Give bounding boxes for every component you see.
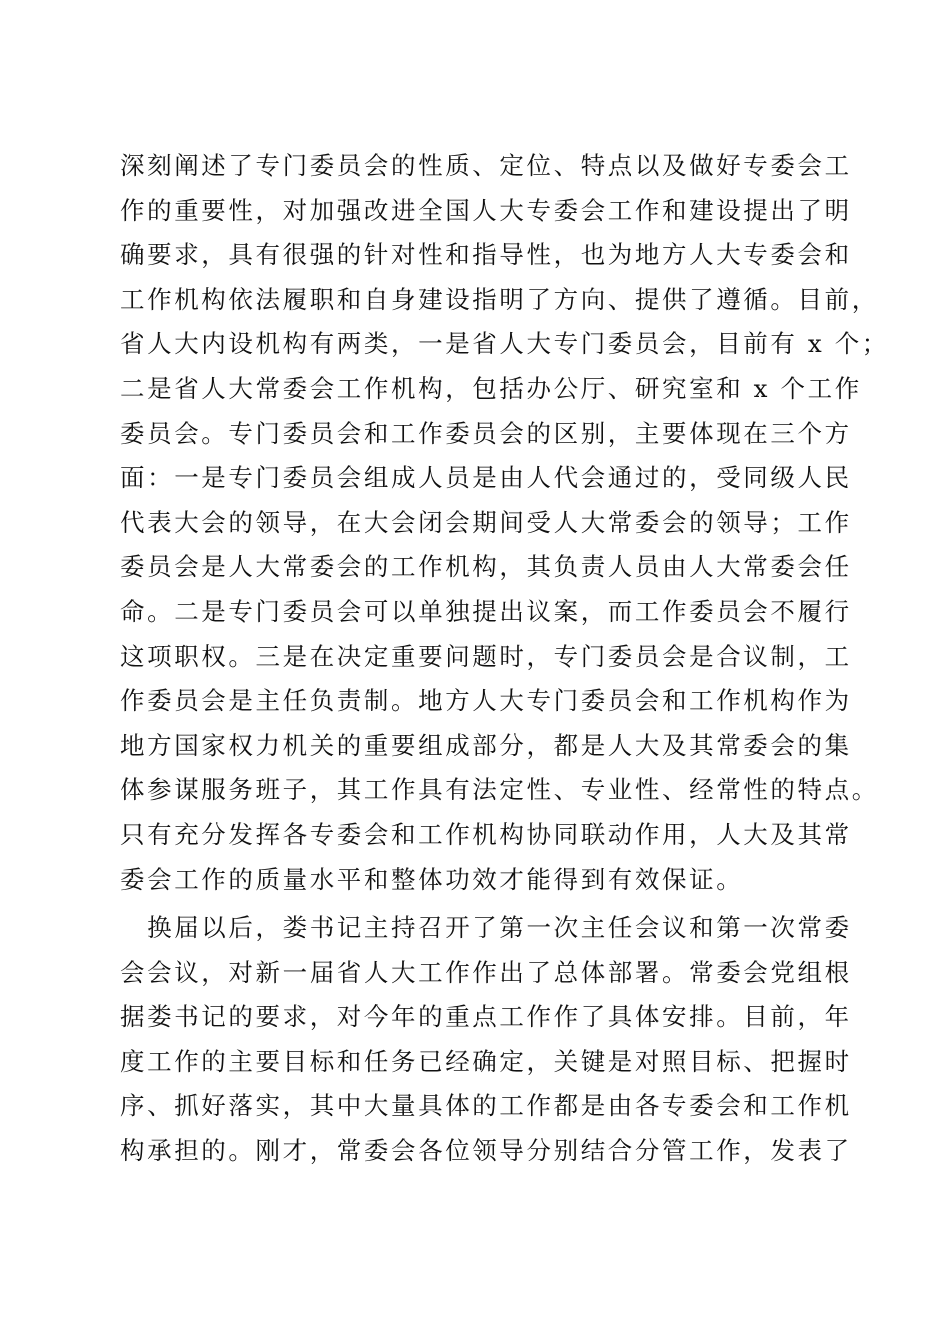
text-line: 这项职权。三是在决定重要问题时，专门委员会是合议制，工 <box>120 641 852 671</box>
text-line: 体参谋服务班子，其工作具有法定性、专业性、经常性的特点。 <box>120 775 879 805</box>
paragraph-1 <box>120 144 889 902</box>
text-line: 委员会是人大常委会的工作机构，其负责人员由人大常委会任 <box>120 552 852 582</box>
text-line: 作的重要性，对加强改进全国人大专委会工作和建设提出了明 <box>120 195 852 225</box>
text-line: 代表大会的领导，在大会闭会期间受人大常委会的领导；工作 <box>120 507 852 537</box>
text-line: 换届以后，娄书记主持召开了第一次主任会议和第一次常委 <box>120 913 852 943</box>
paragraph-2 <box>120 906 852 1174</box>
text-line: 序、抓好落实，其中大量具体的工作都是由各专委会和工作机 <box>120 1091 852 1121</box>
text-line: 二是省人大常委会工作机构，包括办公厅、研究室和 x 个工作 <box>120 373 862 403</box>
text-line: 构承担的。刚才，常委会各位领导分别结合分管工作，发表了 <box>120 1136 852 1166</box>
text-line: 委员会。专门委员会和工作委员会的区别，主要体现在三个方 <box>120 418 852 448</box>
text-line: 委会工作的质量水平和整体功效才能得到有效保证。 <box>120 864 744 894</box>
text-line: 工作机构依法履职和自身建设指明了方向、提供了遵循。目前， <box>120 284 879 314</box>
text-line: 会会议，对新一届省人大工作作出了总体部署。常委会党组根 <box>120 957 852 987</box>
text-line: 作委员会是主任负责制。地方人大专门委员会和工作机构作为 <box>120 686 852 716</box>
text-line: 命。二是专门委员会可以单独提出议案，而工作委员会不履行 <box>120 596 852 626</box>
text-line: 度工作的主要目标和任务已经确定，关键是对照目标、把握时 <box>120 1046 852 1076</box>
text-line: 地方国家权力机关的重要组成部分，都是人大及其常委会的集 <box>120 730 852 760</box>
text-line: 据娄书记的要求，对今年的重点工作作了具体安排。目前，年 <box>120 1002 852 1032</box>
text-line: 省人大内设机构有两类，一是省人大专门委员会，目前有 x 个； <box>120 329 889 359</box>
text-line: 深刻阐述了专门委员会的性质、定位、特点以及做好专委会工 <box>120 151 852 180</box>
text-line: 确要求，具有很强的针对性和指导性，也为地方人大专委会和 <box>120 240 852 270</box>
text-line: 只有充分发挥各专委会和工作机构协同联动作用，人大及其常 <box>120 819 852 849</box>
document-body <box>120 144 889 1174</box>
text-line: 面：一是专门委员会组成人员是由人代会通过的，受同级人民 <box>120 463 852 493</box>
